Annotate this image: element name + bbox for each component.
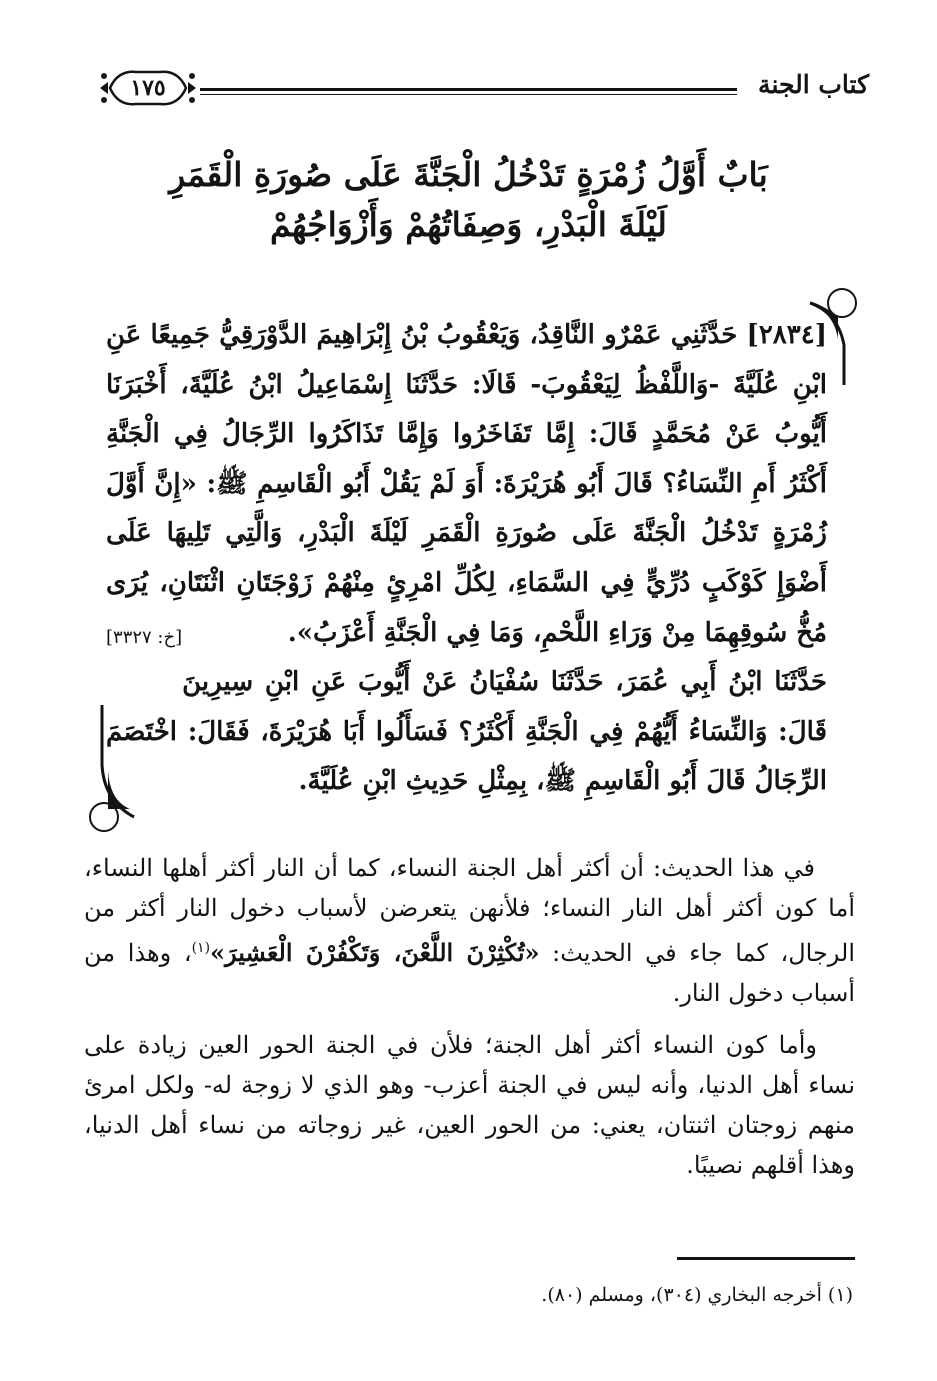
hadith-block xyxy=(106,311,827,807)
hadith-reference: [خ: ٣٣٢٧] xyxy=(106,626,183,648)
book-title: كتاب الجنة xyxy=(758,70,869,99)
hadith-text-1: [٢٨٣٤] حَدَّثَنِي عَمْرٌو النَّاقِدُ، وَيَعْقُوبُ بْنُ إِبْرَاهِيمَ الدَّوْرَقِيُّ جَمِيعًا عَنِ ابْنِ عُلَيَّةَ -وَاللَّفْظُ لِيَعْقُوبَ- قَالَا: حَدَّثَنَا إِسْمَاعِيلُ ابْنُ عُلَيَّةَ، أَخْبَرَنَا أَيُّوبُ عَنْ مُحَمَّدٍ قَالَ: إِمَّا تَفَاخَرُوا وَإِمَّا تَذَاكَرُوا الرِّجَالُ فِي الْجَنَّةِ أَكْثَرُ أَمِ النِّسَاءُ؟ قَالَ أَبُو هُرَيْرَةَ: أَوَ لَمْ يَقُلْ أَبُو الْقَاسِمِ ﷺ: «إِنَّ أَوَّلَ زُمْرَةٍ تَدْخُلُ الْجَنَّةَ عَلَى صُورَةِ الْقَمَرِ لَيْلَةَ الْبَدْرِ، وَالَّتِي تَلِيهَا عَلَى أَضْوَإِ كَوْكَبٍ دُرِّيٍّ فِي السَّمَاءِ، لِكُلِّ امْرِئٍ مِنْهُمْ زَوْجَتَانِ اثْنَتَانِ، يُرَى مُخُّ سُوقِهِمَا مِنْ وَرَاءِ اللَّحْمِ، وَمَا فِي الْجَنَّةِ أَعْزَبُ». xyxy=(106,320,827,648)
header-rule xyxy=(200,88,737,95)
commentary-paragraph-1 xyxy=(84,848,855,1013)
hadith-paragraph-1 xyxy=(106,311,827,658)
hadith-paragraph-2: حَدَّثَنَا ابْنُ أَبِي عُمَرَ، حَدَّثَنَا سُفْيَانُ عَنْ أَيُّوبَ عَنِ ابْنِ سِيرِينَ قَالَ: وَالنِّسَاءُ أَيُّهُمْ فِي الْجَنَّةِ أَكْثَرُ؟ فَسَأَلُوا أَبَا هُرَيْرَةَ، فَقَالَ: اخْتَصَمَ الرِّجَالُ قَالَ أَبُو الْقَاسِمِ ﷺ، بِمِثْلِ حَدِيثِ ابْنِ عُلَيَّةَ. xyxy=(106,667,827,797)
footnote-marker[interactable]: (١) xyxy=(191,940,211,956)
commentary xyxy=(84,848,855,1197)
footnote-rule xyxy=(677,1257,855,1260)
commentary-text: في هذا الحديث: أن أكثر أهل الجنة النساء، كما أن النار أكثر أهلها النساء، أما كون أكثر أهل النار النساء؛ فلأنهن يتعرضن لأسباب دخول النار أكثر من الرجال، كما جاء في الحديث: xyxy=(84,854,856,967)
chapter-title-line-1: بَابٌ أَوَّلُ زُمْرَةٍ تَدْخُلُ الْجَنَّةَ عَلَى صُورَةِ الْقَمَرِ xyxy=(169,155,768,194)
commentary-paragraph-2: وأما كون النساء أكثر أهل الجنة؛ فلأن في الجنة الحور العين زيادة على نساء أهل الدنيا، وأنه ليس في الجنة أعزب- وهو الذي لا زوجة له- ولكل امرئ منهم زوجتان اثنتان، يعني: من الحور العين، غير زوجاته من نساء أهل الدنيا، وهذا أقلهم نصيبًا. xyxy=(84,1031,856,1179)
quoted-hadith: «تُكْثِرْنَ اللَّعْنَ، وَتَكْفُرْنَ الْعَشِيرَ» xyxy=(210,938,540,967)
page-number: ١٧٥ xyxy=(130,75,166,101)
commentary-text-end: ، وهذا من أسباب دخول النار. xyxy=(84,939,855,1007)
footnote: (١) أخرجه البخاري (٣٠٤)، ومسلم (٨٠). xyxy=(541,1284,853,1306)
chapter-title-line-2: لَيْلَةَ الْبَدْرِ، وَصِفَاتُهُمْ وَأَزْوَاجُهُمْ xyxy=(270,205,667,244)
page-number-ornament xyxy=(96,64,200,112)
chapter-title xyxy=(110,150,827,250)
